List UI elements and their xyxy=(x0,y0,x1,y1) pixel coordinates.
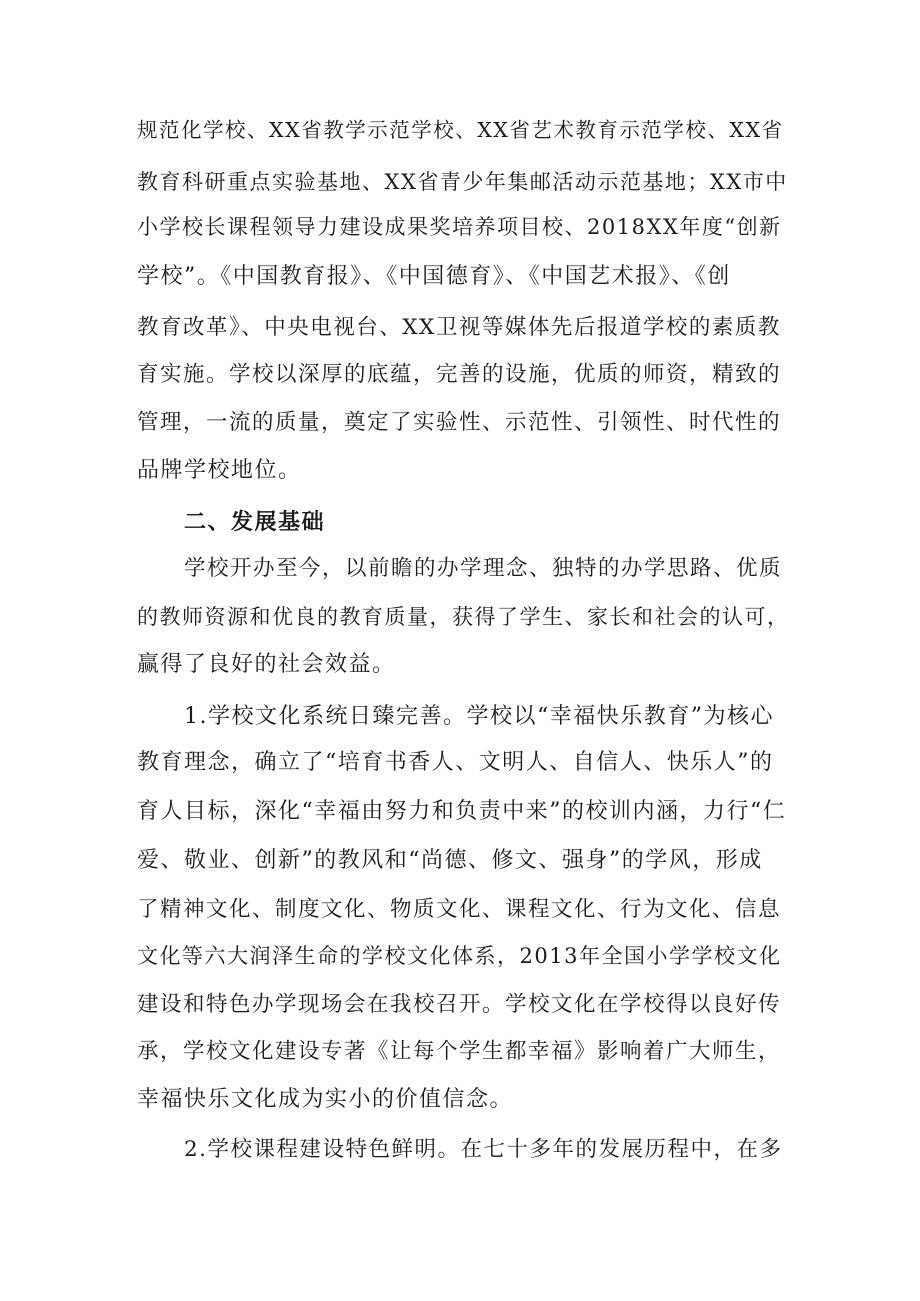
text-line: 学校”。《中国教育报》、《中国德育》、《中国艺术报》、《创 xyxy=(137,264,731,289)
text-line: 小学校长课程领导力建设成果奖培养项目校、2018XX年度“创新 xyxy=(137,215,782,239)
text-line: 了精神文化、制度文化、物质文化、课程文化、行为文化、信息 xyxy=(137,897,782,922)
text-line: 1.学校文化系统日臻完善。学校以“幸福快乐教育”为核心 xyxy=(184,704,774,729)
text-line: 幸福快乐文化成为实小的价值信念。 xyxy=(137,1087,514,1112)
text-line: 承，学校文化建设专著《让每个学生都幸福》影响着广大师生， xyxy=(137,1039,782,1064)
text-line: 育实施。学校以深厚的底蕴，完善的设施，优质的师资，精致的 xyxy=(137,362,782,387)
text-line: 管理，一流的质量，奠定了实验性、示范性、引领性、时代性的 xyxy=(137,410,782,435)
text-line: 教育理念，确立了“培育书香人、文明人、自信人、快乐人”的 xyxy=(137,750,774,775)
text-line: 规范化学校、XX省教学示范学校、XX省艺术教育示范学校、XX省 xyxy=(137,118,784,142)
text-line: 建设和特色办学现场会在我校召开。学校文化在学校得以良好传 xyxy=(137,992,782,1017)
text-line: 育人目标，深化“幸福由努力和负责中来”的校训内涵，力行“仁 xyxy=(137,799,787,824)
text-line: 学校开办至今，以前瞻的办学理念、独特的办学思路、优质 xyxy=(184,556,783,581)
text-line: 爱、敬业、创新”的教风和“尚德、修文、强身”的学风，形成 xyxy=(137,848,763,873)
text-line: 2.学校课程建设特色鲜明。在七十多年的发展历程中，在多 xyxy=(184,1137,783,1162)
text-line: 品牌学校地位。 xyxy=(137,458,302,483)
text-line: 教育科研重点实验基地、XX省青少年集邮活动示范基地；XX市中 xyxy=(137,170,788,194)
text-line: 赢得了良好的社会效益。 xyxy=(137,652,396,677)
text-line: 教育改革》、中央电视台、XX卫视等媒体先后报道学校的素质教 xyxy=(137,315,781,340)
section-heading: 二、发展基础 xyxy=(184,510,326,535)
text-line: 的教师资源和优良的教育质量，获得了学生、家长和社会的认可， xyxy=(137,605,790,629)
text-line: 文化等六大润泽生命的学校文化体系，2013年全国小学学校文化 xyxy=(137,944,782,968)
